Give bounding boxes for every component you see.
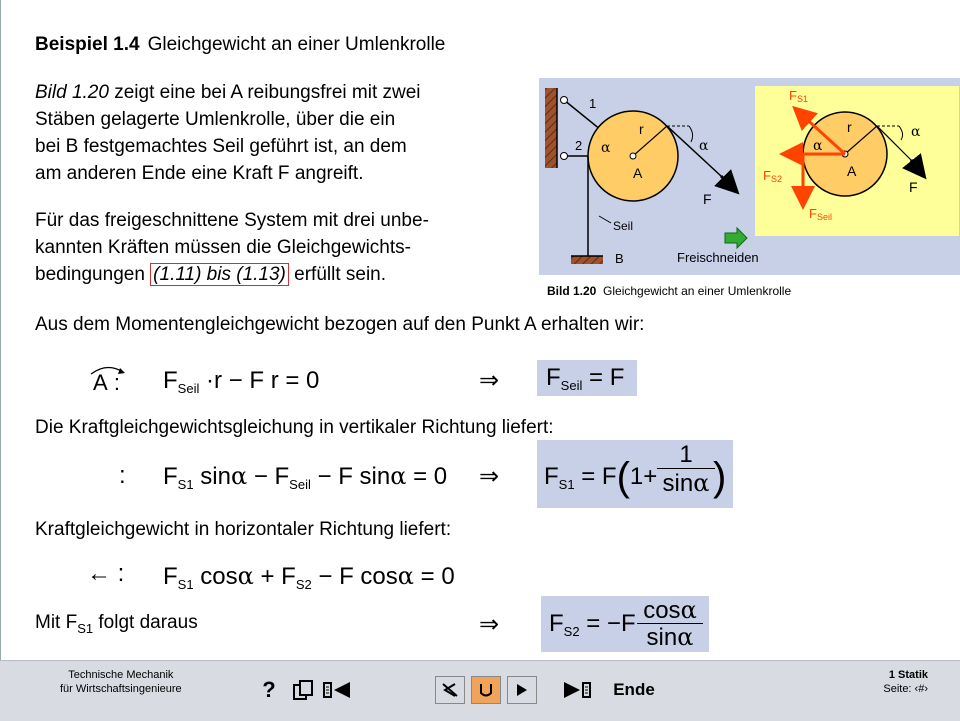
nav-group-middle: [432, 675, 540, 705]
vertical-text: Die Kraftgleichgewichtsgleichung in vertikaler Richtung liefert:: [35, 417, 554, 438]
caption-text: Gleichgewicht an einer Umlenkrolle: [603, 284, 792, 298]
chapter-label: 1 Statik: [888, 669, 928, 681]
intro-line-1: zeigt eine bei A reibungsfrei mit zwei: [108, 82, 421, 103]
last-page-button[interactable]: [560, 675, 594, 705]
label-freischneiden: Freischneiden: [677, 250, 759, 265]
label-alpha-2: α: [699, 138, 709, 154]
nav-group-right: [560, 675, 674, 705]
nav-group-left: [252, 675, 354, 705]
inset-label-radius: r: [847, 119, 852, 135]
first-page-icon: [322, 679, 352, 701]
last-page-icon: [562, 679, 592, 701]
intro-paragraph: [35, 79, 535, 187]
followup-result: $F_{S2} = -F$: [549, 610, 636, 639]
page-number: Seite: ‹#›: [883, 683, 928, 695]
course-title-line-1: Technische Mechanik: [68, 669, 174, 681]
vertical-equation: $F_{S1}$ $\sin\alpha - F_{Seil} - F$ sinα = 0: [163, 462, 448, 492]
wall-support: [545, 88, 557, 168]
label-point-b: B: [615, 251, 624, 266]
vertical-result-paren: ): [713, 455, 727, 499]
followup-implies: ⇒: [479, 611, 500, 638]
label-radius: r: [639, 121, 644, 137]
first-page-button[interactable]: [320, 675, 354, 705]
label-alpha-1: α: [601, 140, 611, 156]
intro-line-2: Stäben gelagerte Umlenkrolle, über die ein: [35, 109, 396, 130]
intro-line-4: am anderen Ende eine Kraft F angreift.: [35, 163, 364, 184]
index-button[interactable]: [286, 675, 320, 705]
help-button[interactable]: ?: [262, 677, 276, 702]
figure-caption: [547, 284, 791, 298]
slide-title: [35, 34, 445, 56]
label-fseil: FSeil: [809, 206, 832, 222]
figure-reference: Bild 1.20: [35, 82, 109, 103]
moment-point-label: A :: [93, 370, 120, 395]
conditions-line-3-pre: bedingungen: [35, 264, 151, 285]
label-fs2: FS2: [763, 168, 782, 184]
intro-line-3: bei B festgemachtes Seil geführt ist, an dem: [35, 136, 407, 157]
chapter-info: [883, 668, 928, 696]
conditions-paragraph: [35, 207, 535, 288]
followup-text: Mit $F_{S1}$ folgt daraus: [35, 612, 198, 636]
moment-equation: $F_{Seil} \cdot r - F$ r = 0: [163, 367, 320, 396]
label-point-a: A: [633, 165, 643, 181]
conditions-line-2: kannten Kräften müssen die Gleichgewichts-: [35, 237, 411, 258]
back-button[interactable]: [435, 676, 465, 704]
vertical-result: $F_{S1} = F(1+$: [544, 455, 658, 499]
ground-support-b: [571, 256, 603, 264]
figure-pulley: [539, 78, 960, 275]
label-rope: Seil: [613, 219, 634, 233]
example-number: Beispiel 1.4: [35, 34, 140, 55]
followup-result-fraction: cosα sinα: [637, 598, 703, 651]
return-icon: [477, 681, 495, 699]
pages-icon: [291, 679, 315, 701]
vertical-colon: :: [119, 462, 126, 489]
conditions-line-1: Für das freigeschnittene System mit drei unbe-: [35, 210, 429, 231]
left-arrow-icon: ←: [87, 560, 111, 587]
forward-button[interactable]: [507, 676, 537, 704]
return-button[interactable]: [471, 676, 501, 704]
inset-label-alpha-2: α: [911, 124, 921, 140]
equation-reference-link[interactable]: (1.11) bis (1.13): [150, 263, 289, 286]
caption-label: Bild 1.20: [547, 284, 597, 298]
conditions-line-3-post: erfüllt sein.: [288, 264, 387, 285]
inset-label-a: A: [847, 163, 857, 179]
forward-icon: [513, 681, 531, 699]
pulley-diagram: [539, 78, 960, 275]
vertical-result-fraction: 1 sinα: [657, 442, 715, 498]
label-rod-2: 2: [575, 138, 583, 153]
label-fs1: FS1: [789, 88, 808, 104]
moment-result: $F_{Seil} = F$: [546, 364, 625, 393]
back-icon: [441, 681, 459, 699]
horizontal-text: Kraftgleichgewicht in horizontaler Richtung liefert:: [35, 519, 452, 540]
vertical-implies: ⇒: [479, 463, 500, 490]
inset-label-alpha-1: α: [813, 138, 823, 154]
horizontal-equation: $F_{S1}$ $\cos\alpha + F_{S2} - F$ cosα = 0: [163, 562, 455, 592]
end-button[interactable]: Ende: [613, 680, 655, 699]
example-title: Gleichgewicht an einer Umlenkrolle: [147, 34, 446, 55]
course-title-line-2: für Wirtschaftsingenieure: [60, 683, 182, 695]
label-rod-1: 1: [589, 96, 597, 111]
horizontal-direction: ← :: [87, 560, 125, 587]
label-force-f: F: [703, 191, 712, 207]
inset-label-f: F: [909, 179, 918, 195]
course-title: [60, 668, 182, 696]
moment-text: Aus dem Momentengleichgewicht bezogen auf den Punkt A erhalten wir:: [35, 314, 645, 335]
footer-bar: [0, 660, 960, 721]
moment-implies: ⇒: [479, 367, 500, 394]
